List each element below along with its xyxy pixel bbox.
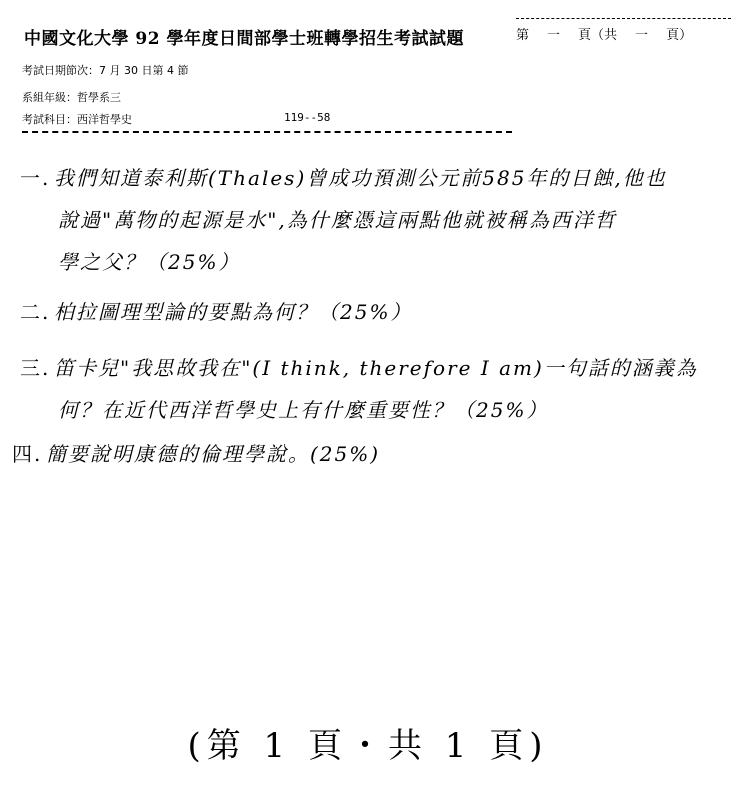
question-1-line-3 xyxy=(58,246,240,275)
page-indicator-rule xyxy=(516,18,731,19)
question-1-number: 一. xyxy=(20,166,51,190)
question-1-line-2 xyxy=(58,204,617,233)
question-2-text-1: 柏拉圖理型論的要點為何？（25%） xyxy=(54,300,413,324)
question-4-number: 四. xyxy=(12,442,43,466)
question-1-text-2: 說過"萬物的起源是水",為什麼憑這兩點他就被稱為西洋哲 xyxy=(58,208,617,232)
question-3-text-2: 何？在近代西洋哲學史上有什麼重要性？（25%） xyxy=(58,398,549,422)
question-3-number: 三. xyxy=(20,356,51,380)
question-4-line-1 xyxy=(12,438,380,467)
header-divider xyxy=(22,131,512,133)
question-3-line-1 xyxy=(20,352,698,381)
exam-code: 119--58 xyxy=(284,111,331,124)
question-3-line-2 xyxy=(58,394,548,423)
question-3-text-1: 笛卡兒"我思故我在"(I think, therefore I am)一句話的涵義為 xyxy=(54,356,698,380)
page-indicator-suffix: 頁） xyxy=(666,28,693,43)
question-2-number: 二. xyxy=(20,300,51,324)
page-indicator-total: 一 xyxy=(635,28,649,43)
page-footer: (第 1 頁・共 1 頁) xyxy=(187,726,549,766)
question-1-line-1 xyxy=(20,162,667,191)
question-2-line-1 xyxy=(20,296,412,325)
page-indicator xyxy=(516,24,692,43)
exam-title: 中國文化大學 92 學年度日間部學士班轉學招生考試試題 xyxy=(24,29,464,49)
subject: 考試科目：西洋哲學史 xyxy=(22,113,132,126)
page-indicator-page: 一 xyxy=(547,28,561,43)
question-1-text-1: 我們知道泰利斯(Thales)曾成功預測公元前585年的日蝕,他也 xyxy=(54,166,667,190)
question-1-text-3: 學之父？（25%） xyxy=(58,250,241,274)
page-indicator-prefix: 第 xyxy=(516,28,530,43)
exam-header xyxy=(0,0,736,140)
exam-date: 考試日期節次：7 月 30 日第 4 節 xyxy=(22,64,189,77)
question-4-text-1: 簡要說明康德的倫理學說。(25%) xyxy=(46,442,381,466)
page-indicator-middle: 頁（共 xyxy=(578,28,618,43)
department: 系組年級：哲學系三 xyxy=(22,91,121,104)
